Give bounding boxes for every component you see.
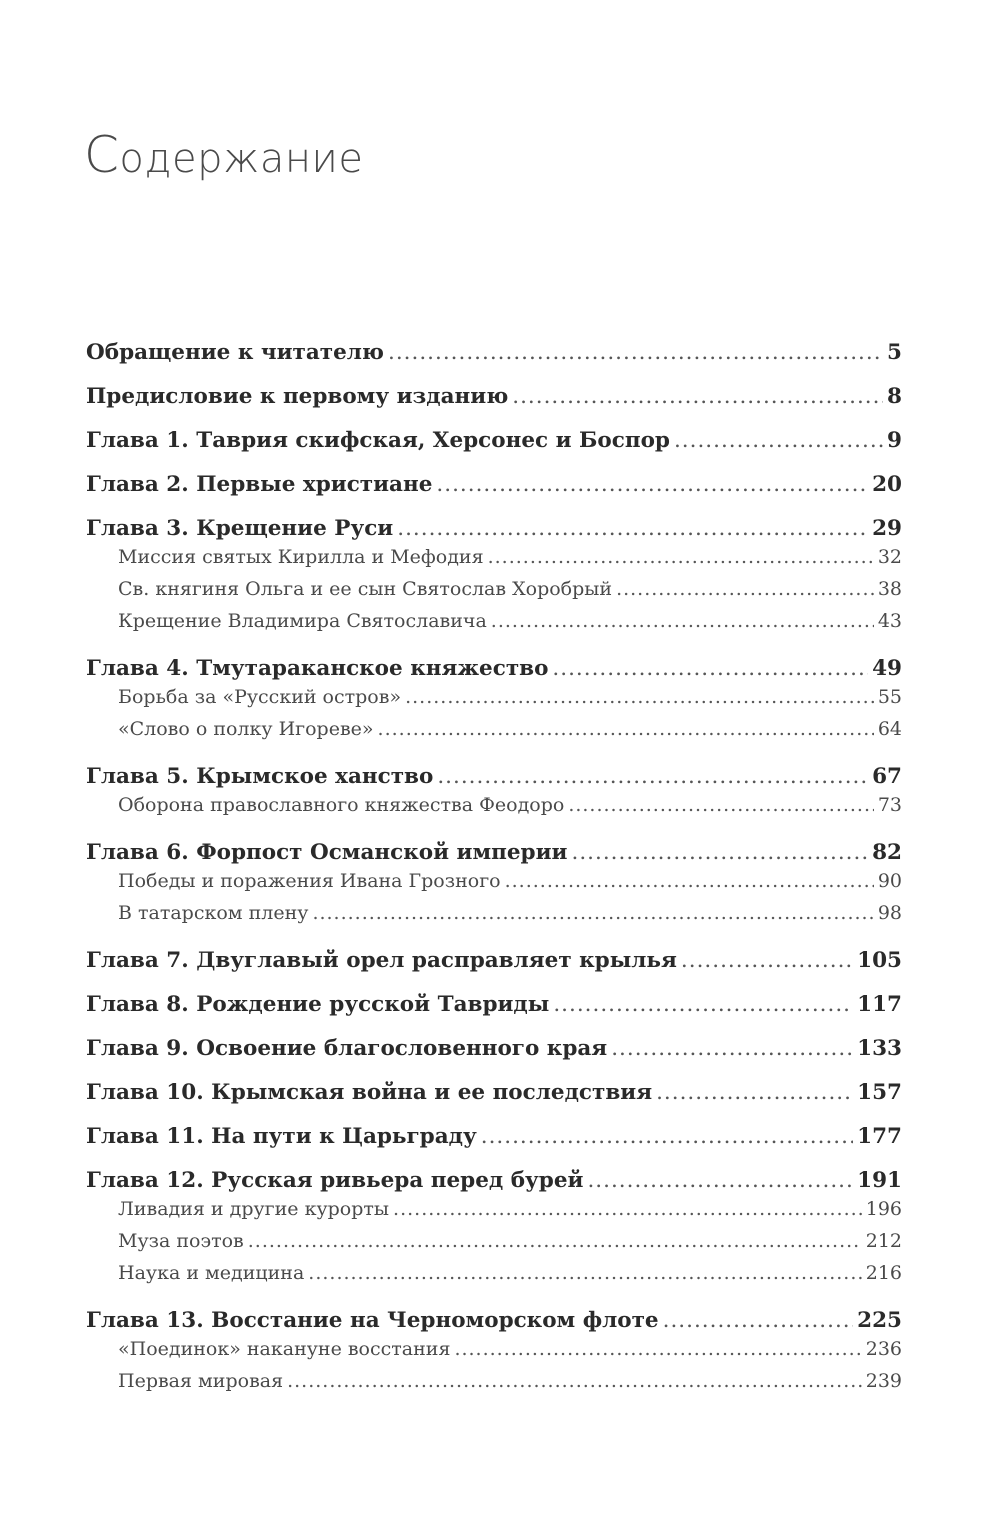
toc-dot-leader bbox=[437, 764, 868, 789]
toc-entry-title: Глава 11. На пути к Царьграду bbox=[86, 1124, 477, 1149]
toc-page-number: 55 bbox=[877, 686, 902, 708]
toc-page-number: 177 bbox=[857, 1124, 902, 1149]
toc-entry-title: Глава 12. Русская ривьера перед бурей bbox=[86, 1168, 584, 1193]
toc-dot-leader bbox=[393, 1198, 862, 1220]
toc-section-entry bbox=[86, 1198, 902, 1230]
toc-entry-title: Глава 2. Первые христиане bbox=[86, 472, 433, 497]
toc-entry-title: Победы и поражения Ивана Грозного bbox=[118, 870, 501, 892]
toc-section-entry bbox=[86, 870, 902, 902]
toc-page-number: 216 bbox=[865, 1262, 902, 1284]
toc-dot-leader bbox=[663, 1308, 854, 1333]
toc-section-entry bbox=[86, 686, 902, 718]
toc-chapter-entry bbox=[86, 516, 902, 546]
toc-dot-leader bbox=[308, 1262, 861, 1284]
toc-chapter-entry bbox=[86, 948, 902, 978]
toc-page-number: 117 bbox=[857, 992, 902, 1017]
toc-dot-leader bbox=[312, 902, 873, 924]
toc-entry-title: Глава 8. Рождение русской Тавриды bbox=[86, 992, 550, 1017]
toc-page-number: 225 bbox=[857, 1308, 902, 1333]
toc-dot-leader bbox=[681, 948, 853, 973]
toc-entry-title: «Слово о полку Игореве» bbox=[118, 718, 374, 740]
toc-entry-title: Крещение Владимира Святославича bbox=[118, 610, 487, 632]
toc-entry-title: «Поединок» накануне восстания bbox=[118, 1338, 451, 1360]
toc-page-number: 29 bbox=[872, 516, 902, 541]
toc-section-entry bbox=[86, 718, 902, 750]
toc-dot-leader bbox=[397, 516, 868, 541]
toc-page-number: 98 bbox=[877, 902, 902, 924]
toc-chapter-entry bbox=[86, 384, 902, 414]
toc-entry-title: Глава 1. Таврия скифская, Херсонес и Боспор bbox=[86, 428, 670, 453]
toc-section-entry bbox=[86, 578, 902, 610]
toc-dot-leader bbox=[388, 340, 883, 365]
toc-dot-leader bbox=[587, 1168, 853, 1193]
toc-section-entry bbox=[86, 1370, 902, 1402]
toc-page-number: 49 bbox=[872, 656, 902, 681]
toc-chapter-entry bbox=[86, 840, 902, 870]
toc-dot-leader bbox=[571, 840, 868, 865]
toc-entry-title: Св. княгиня Ольга и ее сын Святослав Хоробрый bbox=[118, 578, 613, 600]
toc-page-number: 191 bbox=[857, 1168, 902, 1193]
toc-chapter-entry bbox=[86, 1308, 902, 1338]
toc-entry-title: Миссия святых Кирилла и Мефодия bbox=[118, 546, 484, 568]
toc-chapter-entry bbox=[86, 656, 902, 686]
toc-dot-leader bbox=[248, 1230, 862, 1252]
toc-chapter-entry bbox=[86, 428, 902, 458]
toc-chapter-entry bbox=[86, 1080, 902, 1110]
toc-page-number: 64 bbox=[877, 718, 902, 740]
toc-section-entry bbox=[86, 794, 902, 826]
toc-entry-title: Глава 7. Двуглавый орел расправляет крылья bbox=[86, 948, 677, 973]
toc-dot-leader bbox=[674, 428, 883, 453]
toc-entry-title: Первая мировая bbox=[118, 1370, 284, 1392]
toc-dot-leader bbox=[512, 384, 883, 409]
toc-dot-leader bbox=[553, 992, 853, 1017]
toc-page-number: 20 bbox=[872, 472, 902, 497]
toc-dot-leader bbox=[488, 546, 874, 568]
toc-chapter-entry bbox=[86, 340, 902, 370]
toc-page-number: 157 bbox=[857, 1080, 902, 1105]
toc-entry-title: Наука и медицина bbox=[118, 1262, 305, 1284]
toc-chapter-entry bbox=[86, 992, 902, 1022]
toc-dot-leader bbox=[436, 472, 868, 497]
toc-dot-leader bbox=[656, 1080, 853, 1105]
toc-dot-leader bbox=[378, 718, 874, 740]
toc-entry-title: Оборона православного княжества Феодоро bbox=[118, 794, 565, 816]
toc-page-number: 43 bbox=[877, 610, 902, 632]
toc-section-entry bbox=[86, 1338, 902, 1370]
toc-dot-leader bbox=[481, 1124, 853, 1149]
table-of-contents bbox=[86, 340, 902, 1402]
toc-dot-leader bbox=[405, 686, 874, 708]
toc-page-number: 239 bbox=[865, 1370, 902, 1392]
toc-section-entry bbox=[86, 1262, 902, 1294]
toc-page-number: 8 bbox=[887, 384, 902, 409]
toc-entry-title: Глава 10. Крымская война и ее последствия bbox=[86, 1080, 653, 1105]
toc-entry-title: Глава 3. Крещение Руси bbox=[86, 516, 394, 541]
toc-entry-title: В татарском плену bbox=[118, 902, 309, 924]
toc-page-number: 73 bbox=[877, 794, 902, 816]
toc-page-number: 67 bbox=[872, 764, 902, 789]
toc-chapter-entry bbox=[86, 1036, 902, 1066]
toc-entry-title: Обращение к читателю bbox=[86, 340, 384, 365]
toc-page-number: 32 bbox=[877, 546, 902, 568]
page-title-initial: С bbox=[84, 126, 120, 184]
toc-entry-title: Борьба за «Русский остров» bbox=[118, 686, 402, 708]
toc-entry-title: Глава 6. Форпост Османской империи bbox=[86, 840, 568, 865]
toc-section-entry bbox=[86, 902, 902, 934]
toc-dot-leader bbox=[491, 610, 874, 632]
toc-chapter-entry bbox=[86, 1124, 902, 1154]
toc-chapter-entry bbox=[86, 764, 902, 794]
toc-page-number: 38 bbox=[877, 578, 902, 600]
toc-dot-leader bbox=[616, 578, 874, 600]
toc-page-number: 90 bbox=[877, 870, 902, 892]
toc-section-entry bbox=[86, 1230, 902, 1262]
toc-entry-title: Глава 13. Восстание на Черноморском флоте bbox=[86, 1308, 659, 1333]
toc-entry-title: Предисловие к первому изданию bbox=[86, 384, 509, 409]
page-title bbox=[84, 126, 363, 184]
toc-page-number: 82 bbox=[872, 840, 902, 865]
toc-entry-title: Глава 5. Крымское ханство bbox=[86, 764, 434, 789]
toc-dot-leader bbox=[454, 1338, 861, 1360]
toc-entry-title: Глава 9. Освоение благословенного края bbox=[86, 1036, 608, 1061]
toc-page-number: 236 bbox=[865, 1338, 902, 1360]
toc-page-number: 212 bbox=[865, 1230, 902, 1252]
toc-dot-leader bbox=[611, 1036, 853, 1061]
toc-entry-title: Глава 4. Тмутараканское княжество bbox=[86, 656, 549, 681]
toc-page-number: 105 bbox=[857, 948, 902, 973]
toc-page-number: 9 bbox=[887, 428, 902, 453]
toc-section-entry bbox=[86, 546, 902, 578]
toc-dot-leader bbox=[568, 794, 874, 816]
toc-page-number: 133 bbox=[857, 1036, 902, 1061]
toc-page-number: 196 bbox=[865, 1198, 902, 1220]
toc-entry-title: Муза поэтов bbox=[118, 1230, 244, 1252]
toc-page-number: 5 bbox=[887, 340, 902, 365]
toc-entry-title: Ливадия и другие курорты bbox=[118, 1198, 390, 1220]
toc-dot-leader bbox=[552, 656, 868, 681]
page-title-rest: одержание bbox=[119, 136, 364, 182]
toc-section-entry bbox=[86, 610, 902, 642]
toc-chapter-entry bbox=[86, 472, 902, 502]
toc-dot-leader bbox=[505, 870, 874, 892]
toc-chapter-entry bbox=[86, 1168, 902, 1198]
toc-dot-leader bbox=[287, 1370, 862, 1392]
